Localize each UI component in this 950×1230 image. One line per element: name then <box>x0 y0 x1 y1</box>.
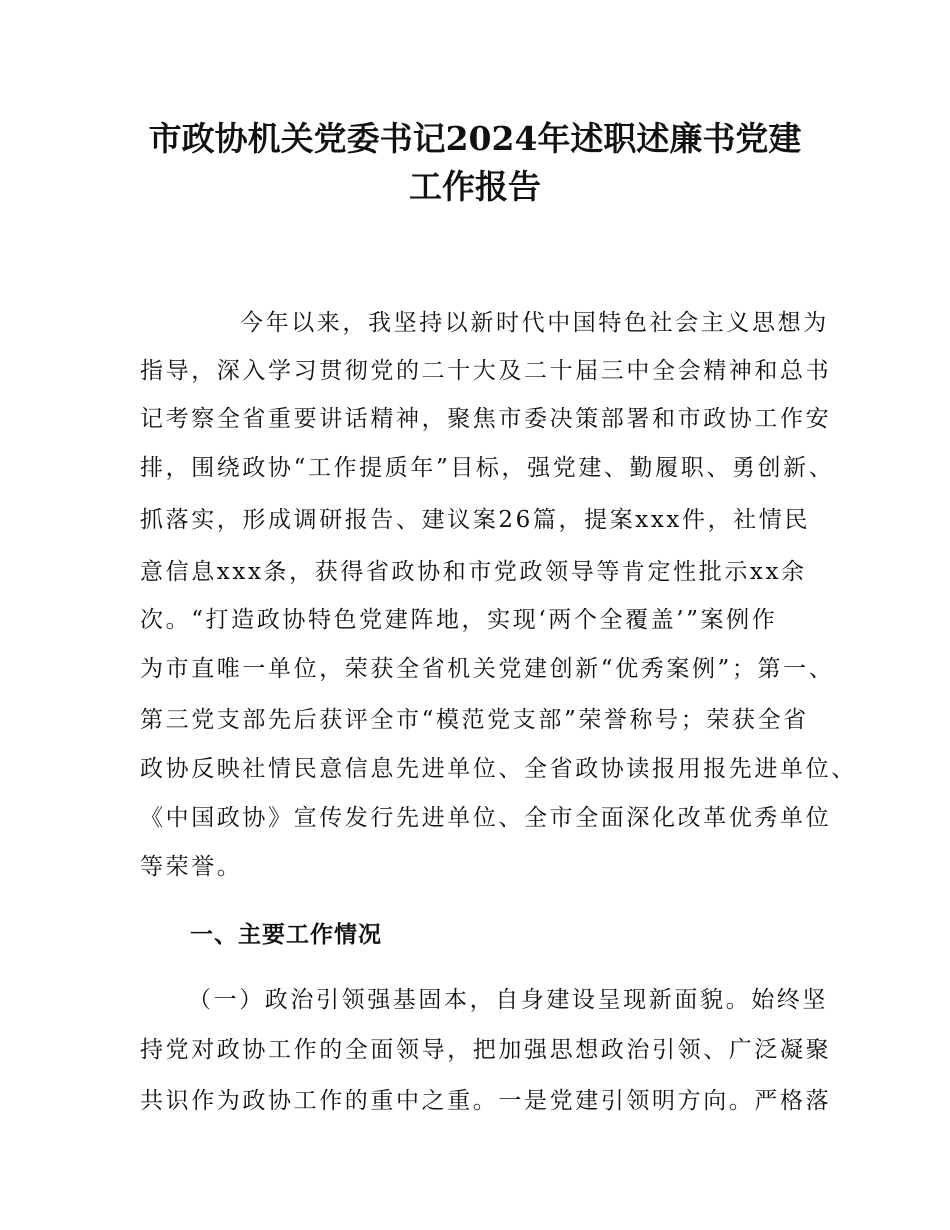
intro-line: 为市直唯一单位，荣获全省机关党建创新“优秀案例”；第一、 <box>140 656 835 682</box>
document-title-line-1: 市政协机关党委书记2024年述职述廉书党建 <box>148 119 802 158</box>
section-heading: 一、主要工作情况 <box>190 922 382 948</box>
intro-line: 第三党支部先后获评全市“模范党支部”荣誉称号；荣获全省 <box>140 707 809 733</box>
intro-line: 意信息xxx条，获得省政协和市党政领导等肯定性批示xx余 <box>140 559 807 585</box>
section-paragraph-line: （一）政治引领强基固本，自身建设呈现新面貌。始终坚 <box>188 987 828 1013</box>
intro-line: 《中国政协》宣传发行先进单位、全市全面深化改革优秀单位 <box>140 805 832 831</box>
section-paragraph-line: 共识作为政协工作的重中之重。一是党建引领明方向。严格落 <box>140 1088 832 1114</box>
intro-line: 今年以来，我坚持以新时代中国特色社会主义思想为 <box>240 310 829 336</box>
intro-line: 次。“打造政协特色党建阵地，实现‘两个全覆盖’”案例作 <box>140 607 778 633</box>
section-paragraph-line: 持党对政协工作的全面领导，把加强思想政治引领、广泛凝聚 <box>140 1037 832 1063</box>
document-title-line-2: 工作报告 <box>409 167 541 206</box>
intro-line: 等荣誉。 <box>140 854 243 880</box>
intro-line: 政协反映社情民意信息先进单位、全省政协读报用报先进单位、 <box>140 756 857 782</box>
intro-line: 指导，深入学习贯彻党的二十大及二十届三中全会精神和总书 <box>140 358 832 384</box>
intro-line: 记考察全省重要讲话精神，聚焦市委决策部署和市政协工作安 <box>140 406 832 432</box>
intro-line: 排，围绕政协“工作提质年”目标，强党建、勤履职、勇创新、 <box>140 455 835 481</box>
intro-line: 抓落实，形成调研报告、建议案26篇，提案xxx件，社情民 <box>140 507 810 533</box>
